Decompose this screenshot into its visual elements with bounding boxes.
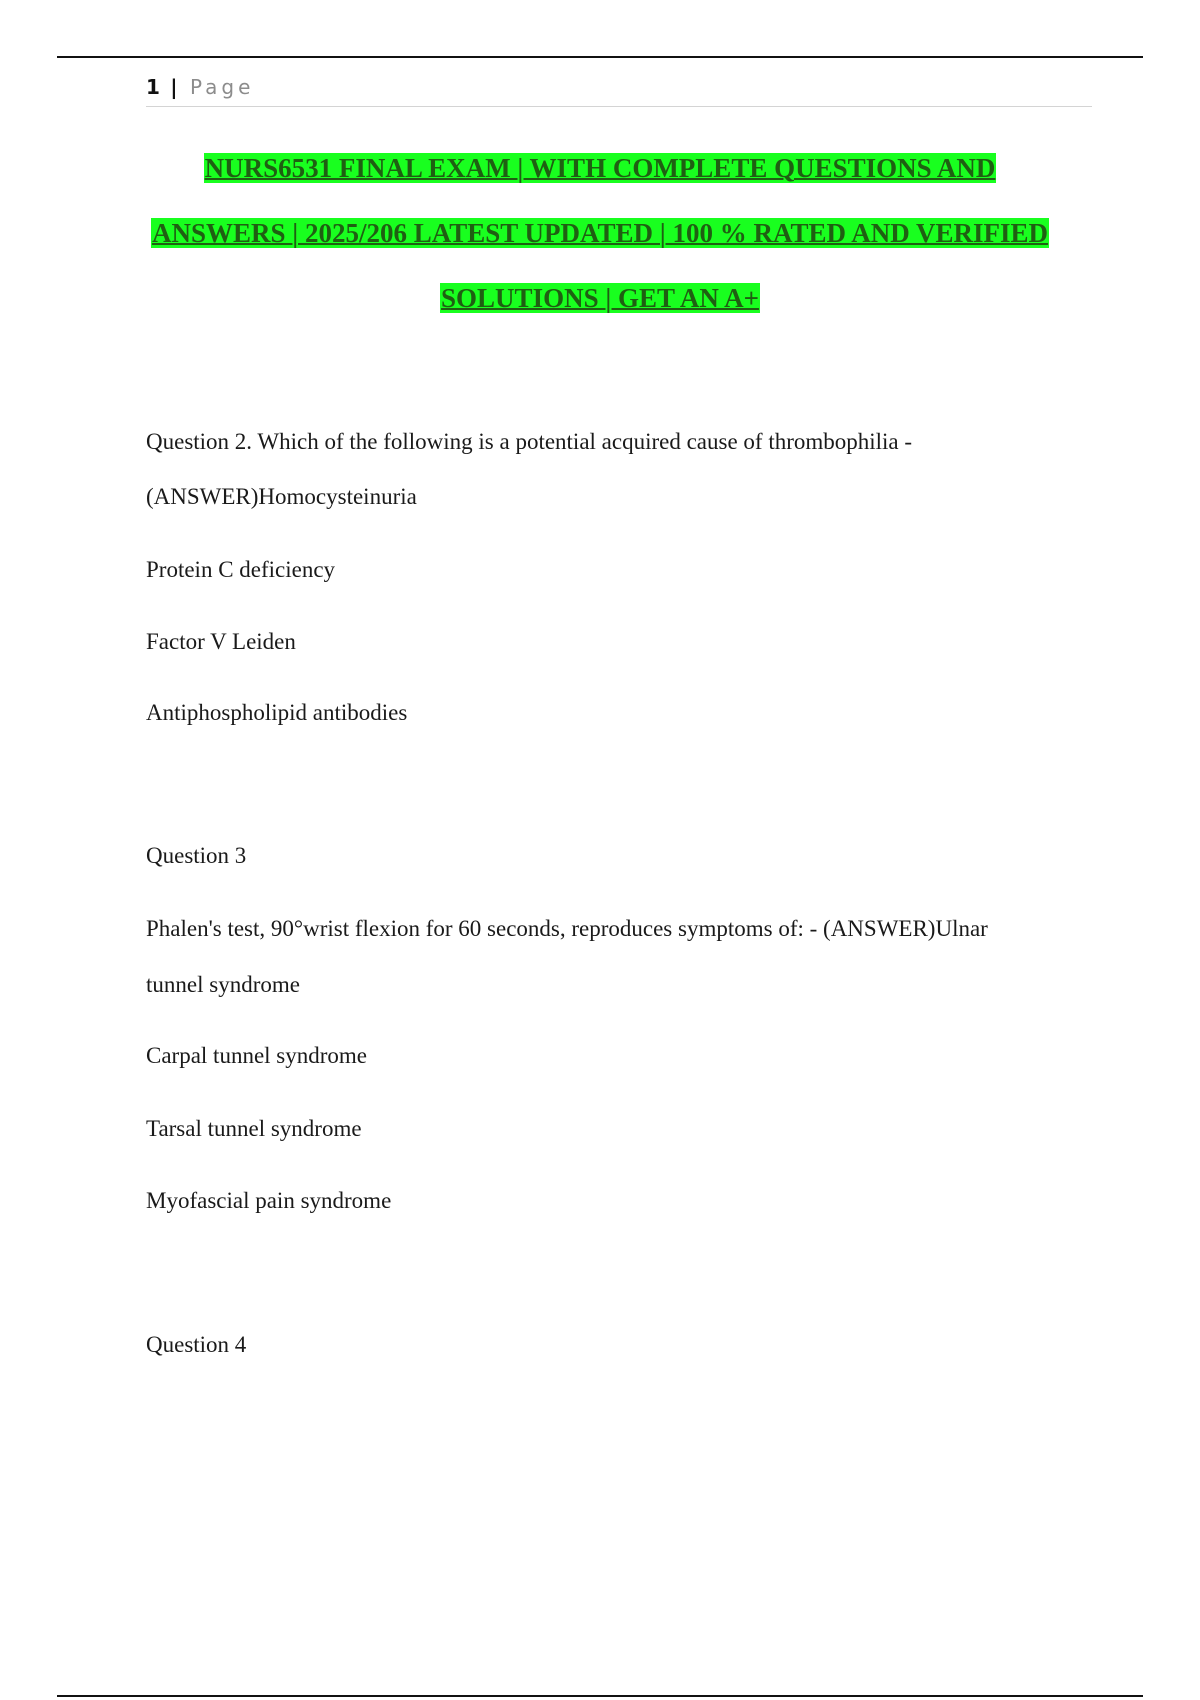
page-separator: | xyxy=(170,75,178,99)
question-4-heading: Question 4 xyxy=(146,1332,247,1357)
question-2-option-3: Antiphospholipid antibodies xyxy=(146,700,408,725)
title-line-1 xyxy=(100,136,1100,201)
page-label: Page xyxy=(189,75,255,99)
question-2-option-2: Factor V Leiden xyxy=(146,629,296,654)
document-title xyxy=(100,136,1100,331)
title-line-1-text: NURS6531 FINAL EXAM | WITH COMPLETE QUESTIONS AND xyxy=(204,153,996,183)
title-line-2-text: ANSWERS | 2025/206 LATEST UPDATED | 100 % RATED AND VERIFIED xyxy=(151,218,1049,248)
question-2-answer: (ANSWER)Homocysteinuria xyxy=(146,484,417,509)
title-line-3-text: SOLUTIONS | GET AN A+ xyxy=(441,283,759,313)
bottom-border-rule xyxy=(57,1695,1143,1697)
top-border-rule xyxy=(57,56,1143,58)
page-number: 1 xyxy=(146,75,160,99)
question-3-option-2: Tarsal tunnel syndrome xyxy=(146,1116,362,1141)
question-3-option-1: Carpal tunnel syndrome xyxy=(146,1043,368,1068)
title-line-3 xyxy=(100,266,1100,331)
question-3-option-3: Myofascial pain syndrome xyxy=(146,1188,392,1213)
question-2-text: Question 2. Which of the following is a potential acquired cause of thrombophilia - xyxy=(146,429,913,454)
question-3-text: Phalen's test, 90°wrist flexion for 60 seconds, reproduces symptoms of: - (ANSWER)Ulnar xyxy=(146,916,988,941)
question-3-answer: tunnel syndrome xyxy=(146,972,300,997)
question-3-heading: Question 3 xyxy=(146,843,247,868)
title-line-2 xyxy=(100,201,1100,266)
question-2-option-1: Protein C deficiency xyxy=(146,557,336,582)
page-header xyxy=(146,74,1092,107)
